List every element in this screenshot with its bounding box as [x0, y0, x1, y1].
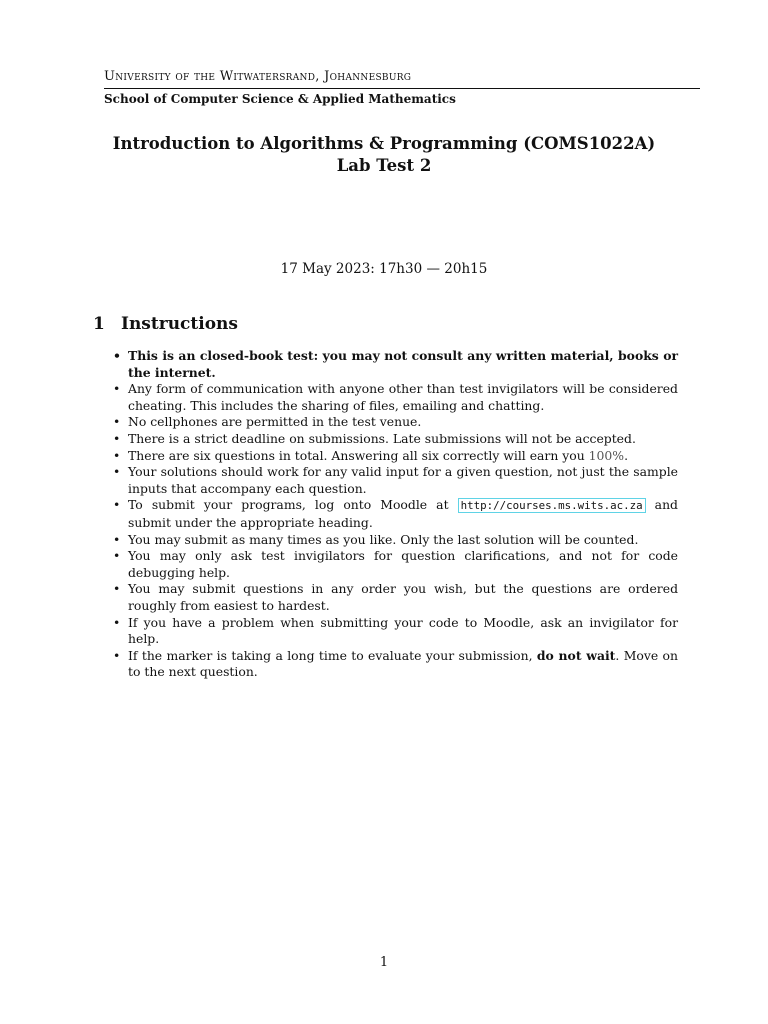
bullet-icon: • [113, 430, 121, 446]
list-item [113, 615, 678, 648]
list-item [113, 348, 678, 381]
instructions-list [113, 348, 678, 681]
list-item [113, 464, 678, 497]
instruction-text: You may submit questions in any order you wish, but the questions are ordered roughly from easiest to hardest. [128, 581, 678, 613]
instruction-text: This is an closed-book test: you may not consult any written material, books or the internet. [128, 348, 678, 380]
instruction-text: . [624, 447, 629, 463]
test-date: 17 May 2023: 17h30 — 20h15 [280, 261, 488, 277]
university-name: University of the Witwatersrand, Johannesburg [104, 68, 700, 89]
list-item [113, 431, 678, 448]
bullet-icon: • [113, 447, 121, 463]
bullet-icon: • [113, 414, 121, 430]
instruction-text: If the marker is taking a long time to evaluate your submission, [128, 647, 537, 663]
percentage-value: 100% [588, 447, 625, 463]
instruction-text: . Move on to the next question. [128, 647, 678, 680]
list-item [113, 381, 678, 414]
document-header [104, 68, 700, 108]
instruction-text: You may only ask test invigilators for question clarifications, and not for code debugging help. [128, 548, 678, 580]
list-item [113, 648, 678, 681]
bullet-icon: • [113, 381, 121, 397]
bullet-icon: • [113, 581, 121, 597]
emphasis-text: do not wait [536, 647, 616, 663]
bullet-icon: • [113, 464, 121, 480]
instruction-text: Any form of communication with anyone other than test invigilators will be considered cheating. This includes the sharing of files, emailing and chatting. [128, 381, 678, 413]
document-title [0, 133, 768, 177]
instruction-text: If you have a problem when submitting your code to Moodle, ask an invigilator for help. [128, 614, 678, 647]
list-item [113, 532, 678, 549]
school-name: School of Computer Science & Applied Mathematics [104, 92, 456, 106]
list-item [113, 581, 678, 614]
section-number: 1 [93, 314, 105, 334]
list-item [113, 448, 678, 465]
instruction-text: and submit under the appropriate heading. [128, 497, 678, 530]
bullet-icon: • [113, 614, 121, 630]
course-title: Introduction to Algorithms & Programming (COMS1022A) [112, 134, 656, 153]
moodle-link[interactable]: http://courses.ms.wits.ac.za [458, 498, 646, 513]
section-heading [93, 313, 238, 335]
bullet-icon: • [113, 647, 121, 663]
instruction-text: There are six questions in total. Answering all six correctly will earn you [128, 447, 589, 463]
instruction-text: No cellphones are permitted in the test venue. [128, 414, 422, 430]
bullet-icon: • [113, 497, 121, 513]
list-item [113, 548, 678, 581]
list-item [113, 497, 678, 531]
section-title: Instructions [121, 314, 238, 334]
test-title: Lab Test 2 [336, 156, 432, 175]
bullet-icon: • [113, 548, 121, 564]
instruction-text: Your solutions should work for any valid input for a given question, not just the sample inputs that accompany each question. [128, 464, 678, 496]
bullet-icon: • [113, 348, 121, 363]
instruction-text: To submit your programs, log onto Moodle at [128, 497, 458, 513]
page-number: 1 [379, 955, 389, 970]
bullet-icon: • [113, 531, 121, 547]
instruction-text: There is a strict deadline on submissions. Late submissions will not be accepted. [128, 430, 636, 446]
list-item [113, 414, 678, 431]
instruction-text: You may submit as many times as you like. Only the last solution will be counted. [128, 531, 639, 547]
